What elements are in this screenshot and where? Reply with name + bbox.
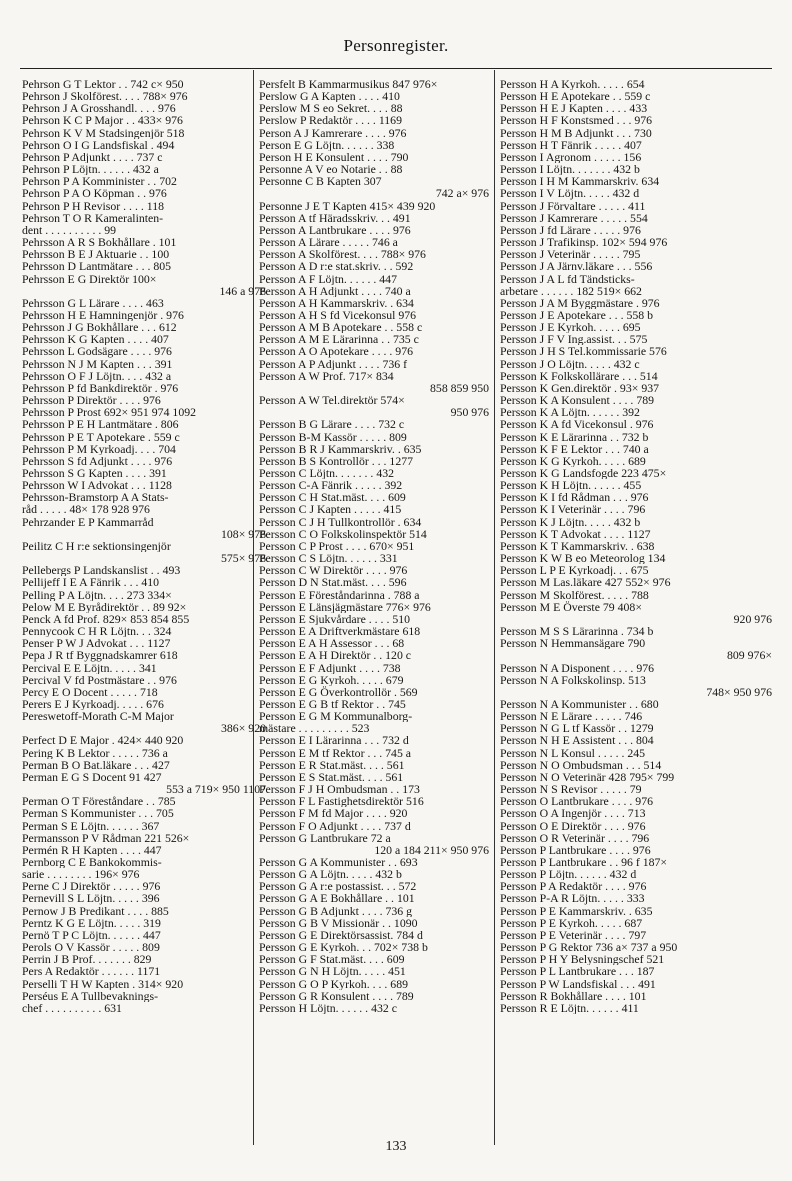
register-entry: Persson F J H Ombudsman . . 173 [259, 783, 420, 796]
register-entry: Persson H Löjtn. . . . . . 432 c [259, 1001, 397, 1015]
register-entry: Pehrsson P Direktör . . . . 976 [22, 394, 161, 407]
register-entry: Persson K A fd Vicekonsul . 976 [500, 418, 654, 431]
register-column-3 [500, 78, 772, 1014]
page-number: 133 [385, 1139, 407, 1154]
register-entry: Pehrson P Löjtn. . . . . . 432 a [22, 163, 159, 176]
register-entry: Persson O Lantbrukare . . . . 976 [500, 795, 654, 808]
register-entry: Persson J F V Ing.assist. . . 575 [500, 333, 648, 346]
entry-continuation: 858 859 950 [430, 381, 489, 395]
register-entry: Persson E A Driftverkmästare 618 [259, 625, 421, 638]
register-entry: Persson F M fd Major . . . . 920 [259, 807, 408, 820]
register-entry: Persson A M E Lärarinna . . 735 c [259, 333, 419, 346]
register-entry: Persson N A Kommunister . . 680 [500, 697, 659, 711]
register-entry: Persson P G Rektor 736 a× 737 a 950 [500, 941, 678, 954]
register-entry: Persson G A Kommunister . . 693 [259, 856, 418, 869]
register-column-1 [22, 78, 266, 1014]
register-entry: Peilitz C H r:e sektionsingenjör [22, 539, 171, 553]
register-entry: Persson K A Konsulent . . . . 789 [500, 394, 655, 407]
register-entry: Persson P Lantbrukare . . 96 f 187× [500, 856, 668, 869]
register-entry: Persson R Bokhållare . . . . 101 [500, 989, 647, 1002]
register-entry: Personne C B Kapten 307 [259, 175, 382, 188]
register-entry: Persson H A Kyrkoh. . . . . 654 [500, 78, 645, 91]
register-entry: Persson I Löjtn. . . . . . . 432 b [500, 163, 640, 176]
register-entry: Pelling P A Löjtn. . . . 273 334× [22, 588, 172, 601]
register-entry: Persson E Länsjägmästare 776× 976 [259, 600, 431, 613]
register-entry: Persson K Gen.direktör . 93× 937 [500, 381, 660, 395]
register-entry: Pehrson K V M Stadsingenjör 518 [22, 126, 185, 139]
register-entry: Persson B R J Kammarskriv. . 635 [259, 442, 422, 455]
register-entry: dent . . . . . . . . . . 99 [22, 223, 117, 237]
register-entry: Persson G E Kyrkoh. . . 702× 738 b [259, 941, 428, 954]
register-entry: Persson C P Prost . . . . 670× 951 [259, 539, 415, 553]
register-entry: Perséus E A Tullbevaknings- [22, 989, 159, 1002]
register-entry: Persson J A M Byggmästare . 976 [500, 296, 660, 309]
register-entry: Pehrson P A Komminister . . 702 [22, 175, 177, 188]
register-entry: Persson G B V Missionär . . 1090 [259, 916, 418, 929]
register-entry: Persson G E Direktörsassist. 784 d [259, 928, 423, 942]
register-entry: Pellijeff I E A Fänrik . . . 410 [22, 576, 160, 589]
register-entry: Persson K T Kammarskriv. . 638 [500, 539, 655, 553]
register-entry: Penser P W J Advokat . . . 1127 [22, 637, 171, 650]
register-entry: Pehrsson L Godsägare . . . . 976 [22, 345, 172, 358]
register-entry: Pehrsson W I Advokat . . . 1128 [22, 479, 172, 492]
register-entry: Perslow P Redaktör . . . . 1169 [259, 114, 402, 127]
register-entry: Perols O V Kassör . . . . . 809 [22, 941, 160, 954]
entry-continuation: 809 976× [727, 649, 772, 662]
register-entry: Pehrsson P M Kyrkoadj. . . . 704 [22, 442, 176, 455]
register-entry: Persson M E Överste 79 408× [500, 600, 642, 613]
register-entry: Pehrson O I G Landsfiskal . 494 [22, 138, 175, 151]
register-entry: Persson C J H Tullkontrollör . 634 [259, 515, 422, 528]
register-entry: Persson H T Fänrik . . . . . 407 [500, 138, 642, 151]
register-entry: Personne A V eo Notarie . . 88 [259, 163, 403, 176]
register-entry: sarie . . . . . . . . 196× 976 [22, 868, 140, 881]
register-entry: Persson N A Disponent . . . . 976 [500, 661, 655, 674]
register-entry: Persson K T Advokat . . . . 1127 [500, 527, 651, 540]
register-entry: Pehrsson D Lantmätare . . . 805 [22, 260, 172, 273]
register-entry: Pehrson P H Revisor . . . . 118 [22, 199, 165, 212]
register-entry: Persson E R Stat.mäst. . . . 561 [259, 758, 405, 771]
register-entry: Persson H E J Kapten . . . . 433 [500, 102, 648, 115]
register-entry: Persson A H S fd Vicekonsul 976 [259, 308, 417, 322]
register-entry: Percival V fd Postmästare . . 976 [22, 673, 177, 686]
entry-continuation: 386× 920 [221, 722, 266, 735]
register-entry: Persson H M B Adjunkt . . . 730 [500, 126, 652, 139]
register-entry: Persson C O Folkskolinspektör 514 [259, 527, 427, 540]
register-entry: Pehrson T O R Kameralinten- [22, 211, 164, 224]
register-entry: Persson J E Apotekare . . . 558 b [500, 308, 654, 322]
page-title: Personregister. [343, 36, 449, 55]
register-entry: Persson K G Landsfogde 223 475× [500, 467, 667, 480]
register-entry: Pering K B Lektor . . . . . 736 a [22, 746, 168, 759]
column-divider [494, 70, 495, 1145]
register-entry: Persson R E Löjtn. . . . . . 411 [500, 1001, 639, 1015]
register-entry: Pers A Redaktör . . . . . . 1171 [22, 965, 161, 978]
register-entry: Persson P Löjtn. . . . . . 432 d [500, 868, 637, 881]
register-entry: Persson F L Fastighetsdirektör 516 [259, 795, 424, 808]
register-entry: Persson E I Lärarinna . . . 732 d [259, 734, 409, 747]
register-entry: Persson K E Lärarinna . . 732 b [500, 430, 649, 443]
register-entry: Persson A W Tel.direktör 574× [259, 394, 405, 407]
register-entry: Persson B G Lärare . . . . 732 c [259, 418, 405, 431]
register-entry: Pehrzander E P Kammarråd [22, 515, 154, 528]
entry-continuation: 553 a 719× 950 1107 [166, 783, 266, 796]
header-rule [20, 68, 772, 69]
register-entry: Permansson P V Rådman 221 526× [22, 831, 190, 844]
register-entry: Pehrsson P E T Apotekare . 559 c [22, 430, 180, 443]
entry-continuation: 742 a× 976 [435, 187, 489, 200]
register-entry: Persson I Agronom . . . . . 156 [500, 150, 642, 164]
register-entry: Persson K G Kyrkoh. . . . . 689 [500, 454, 646, 467]
register-entry: Persson N S Revisor . . . . . 79 [500, 783, 642, 796]
register-entry: Persson B S Kontrollör . . . 1277 [259, 454, 414, 467]
register-entry: Pernö T P C Löjtn. . . . . . 447 [22, 928, 161, 942]
register-entry: Persson J Kamrerare . . . . . 554 [500, 211, 648, 224]
register-entry: Persson M Las.läkare 427 552× 976 [500, 576, 671, 589]
register-entry: Perman B O Bat.läkare . . . 427 [22, 758, 170, 771]
register-entry: Persson M Skolförest. . . . . 788 [500, 588, 649, 601]
register-entry: Persson N H E Assistent . . . 804 [500, 734, 654, 747]
register-entry: Persson A P Adjunkt . . . . 736 f [259, 357, 408, 370]
register-entry: Pellebergs P Landskanslist . . 493 [22, 564, 181, 577]
register-entry: Persson C S Löjtn. . . . . . 331 [259, 552, 398, 565]
register-entry: Persson G O P Kyrkoh. . . . 689 [259, 977, 408, 990]
register-entry: Persson A O Apotekare . . . . 976 [259, 345, 414, 358]
register-entry: Persson J Veterinär . . . . . 795 [500, 248, 641, 261]
register-entry: Pehrson K C P Major . . 433× 976 [22, 114, 183, 127]
register-entry: Pehrsson E G Direktör 100× [22, 272, 157, 285]
register-entry: Persson E A H Assessor . . . 68 [259, 637, 405, 650]
register-entry: Pehrson P Adjunkt . . . . 737 c [22, 150, 163, 164]
register-entry: Persson P Lantbrukare . . . . 976 [500, 843, 651, 856]
register-entry: Persson A M B Apotekare . . 558 c [259, 321, 423, 334]
register-entry: Persson A F Löjtn. . . . . . 447 [259, 272, 397, 285]
register-entry: Persson K Folkskollärare . . . 514 [500, 369, 658, 382]
register-entry: Persson A H Adjunkt . . . . 740 a [259, 284, 411, 297]
register-entry: Persson E S Stat.mäst. . . . 561 [259, 770, 404, 784]
register-entry: Persson E F Adjunkt . . . . 738 [259, 661, 401, 674]
register-entry: Persson P H Y Belysningschef 521 [500, 953, 665, 966]
register-entry: Pehrsson S G Kapten . . . . 391 [22, 467, 167, 480]
register-entry: Perntz K G E Löjtn. . . . . 319 [22, 916, 161, 929]
register-entry: Pehrsson B E J Aktuarie . . 100 [22, 248, 170, 261]
register-entry: Persson E G M Kommunalborg- [259, 710, 413, 723]
register-entry: Persson J fd Lärare . . . . . 976 [500, 223, 641, 237]
register-entry: Person H E Konsulent . . . . 790 [259, 150, 409, 164]
register-entry: Persson N A Folkskolinsp. 513 [500, 673, 646, 686]
register-entry: Persson K I fd Rådman . . . 976 [500, 491, 649, 504]
register-entry: Persson N Hemmansägare 790 [500, 637, 646, 650]
register-entry: Pehrsson G L Lärare . . . . 463 [22, 296, 164, 309]
register-entry: Persson G A E Bokhållare . . 101 [259, 892, 415, 905]
register-entry: Pehrsson S fd Adjunkt . . . . 976 [22, 454, 173, 467]
register-entry: Persson J O Löjtn. . . . . 432 c [500, 357, 640, 370]
entry-continuation: 146 a 976 [219, 284, 266, 297]
register-entry: Persson O A Ingenjör . . . . 713 [500, 807, 646, 820]
register-entry: Person A J Kamrerare . . . . 976 [259, 126, 407, 139]
register-entry: Persson G F Stat.mäst. . . . 609 [259, 953, 405, 966]
register-entry: Persson A D r:e stat.skriv. . . 592 [259, 260, 414, 273]
register-entry: Pehrsson P E H Lantmätare . 806 [22, 418, 179, 431]
register-entry: Persson N E Lärare . . . . . 746 [500, 710, 643, 723]
register-entry: Perers E J Kyrkoadj. . . . . 676 [22, 697, 164, 711]
entry-continuation: 108× 976 [221, 527, 266, 540]
register-entry: Pehrsson A R S Bokhållare . 101 [22, 236, 177, 249]
register-entry: Persson N G L tf Kassör . . 1279 [500, 722, 654, 735]
register-entry: Pennycook C H R Löjtn. . . 324 [22, 625, 172, 638]
register-entry: Persson A tf Häradsskriv. . . 491 [259, 211, 411, 224]
entry-continuation: 120 a 184 211× 950 976 [374, 843, 489, 856]
register-entry: Perslow G A Kapten . . . . 410 [259, 90, 400, 103]
register-entry: Pehrsson-Bramstorp A A Stats- [22, 491, 169, 504]
register-entry: Persson P E Kyrkoh. . . . . 687 [500, 916, 643, 929]
register-entry: Persson I V Löjtn. . . . . 432 d [500, 187, 640, 200]
register-entry: Persson C J Kapten . . . . . 415 [259, 503, 402, 516]
register-entry: Persson E A H Direktör . . 120 c [259, 649, 412, 662]
register-entry: Perman E G S Docent 91 427 [22, 770, 162, 784]
register-entry: Persson J A L fd Tändsticks- [500, 272, 635, 285]
register-entry: Persson K W B eo Meteorolog 134 [500, 552, 666, 565]
register-entry: Pehrson P A O Köpman . . 976 [22, 187, 167, 200]
register-entry: Persson P-A R Löjtn. . . . . 333 [500, 892, 645, 905]
register-entry: Persson K F E Lektor . . . 740 a [500, 442, 649, 455]
register-entry: Persson D N Stat.mäst. . . . 596 [259, 576, 407, 589]
register-entry: Persson H E Apotekare . . 559 c [500, 90, 651, 103]
register-entry: Persson J A Järnv.läkare . . . 556 [500, 260, 653, 273]
register-entry: Persson K A Löjtn. . . . . . 392 [500, 406, 640, 419]
register-entry: Persson K H Löjtn. . . . . . 455 [500, 479, 642, 492]
register-column-2 [259, 78, 489, 1014]
register-entry: Persson A Lärare . . . . . 746 a [259, 236, 398, 249]
register-entry: Persson G B Adjunkt . . . . 736 g [259, 904, 413, 917]
register-entry: Persson L P E Kyrkoadj. . . 675 [500, 564, 649, 577]
register-entry: Persson F O Adjunkt . . . . 737 d [259, 819, 411, 832]
register-entry: Penck A fd Prof. 829× 853 854 855 [22, 612, 190, 626]
register-entry: Pehrsson K G Kapten . . . . 407 [22, 333, 169, 346]
register-entry: Persson G R Konsulent . . . . 789 [259, 989, 414, 1002]
register-entry: Pehrsson O F J Löjtn. . . . 432 a [22, 369, 172, 382]
entry-continuation: 920 976 [733, 612, 772, 626]
register-entry: Persson P A Redaktör . . . . 976 [500, 880, 647, 893]
register-entry: Personne J E T Kapten 415× 439 920 [259, 199, 436, 212]
register-entry: Persson P E Veterinär . . . . 797 [500, 928, 647, 942]
register-entry: Pehrson G T Lektor . . 742 c× 950 [22, 78, 184, 91]
register-entry: Persson E G Överkontrollör . 569 [259, 685, 418, 698]
register-entry: Persson N O Ombudsman . . . 514 [500, 758, 662, 771]
register-entry: Pehrson J A Grosshandl. . . . 976 [22, 102, 176, 115]
register-entry: mästare . . . . . . . . . 523 [259, 722, 370, 735]
register-entry: Pernborg C E Bankokommis- [22, 856, 162, 869]
register-entry: Persson A Lantbrukare . . . . 976 [259, 223, 411, 237]
register-entry: Perslow M S eo Sekret. . . . 88 [259, 102, 403, 115]
register-entry: Persson E M tf Rektor . . . 745 a [259, 746, 412, 759]
register-entry: Persson P L Lantbrukare . . . 187 [500, 965, 655, 978]
register-entry: Persson O E Direktör . . . . 976 [500, 819, 646, 832]
register-entry: Persson A W Prof. 717× 834 [259, 369, 394, 382]
register-entry: Persson N L Konsul . . . . . 245 [500, 746, 646, 759]
register-entry: Pernevill S L Löjtn. . . . . 396 [22, 892, 160, 905]
register-entry: Pehrsson N J M Kapten . . . 391 [22, 357, 173, 370]
register-entry: Pelow M E Byrådirektör . . 89 92× [22, 600, 187, 613]
register-entry: Pepa J R tf Byggnadskamrer 618 [22, 649, 178, 662]
register-entry: chef . . . . . . . . . . 631 [22, 1001, 122, 1015]
register-entry: Pehrsson P Prost 692× 951 974 1092 [22, 406, 197, 419]
register-entry: Permén R H Kapten . . . . 447 [22, 843, 162, 856]
register-entry: Persson C Löjtn. . . . . . . 432 [259, 467, 395, 480]
register-entry: Persson H F Konstsmed . . . 976 [500, 114, 653, 127]
register-entry: Persson A H Kammarskriv. . 634 [259, 296, 414, 309]
register-entry: Pernow J B Predikant . . . . 885 [22, 904, 169, 917]
register-entry: arbetare . . . . . . 182 519× 662 [500, 284, 642, 297]
register-entry: Persson E Sjukvårdare . . . . 510 [259, 612, 411, 626]
register-entry: Pehrson J Skolförest. . . . 788× 976 [22, 90, 188, 103]
register-entry: Persson G Lantbrukare 72 a [259, 831, 391, 844]
register-entry: Persson M S S Lärarinna . 734 b [500, 625, 654, 638]
register-entry: Perman S Kommunister . . . 705 [22, 807, 174, 820]
register-entry: Persson K J Löjtn. . . . . 432 b [500, 515, 641, 528]
register-entry: Persson E G Kyrkoh. . . . . 679 [259, 673, 404, 686]
register-entry: Persson C H Stat.mäst. . . . 609 [259, 491, 406, 504]
register-entry: Pehrsson H E Hamningenjör . 976 [22, 308, 184, 322]
register-entry: Perrin J B Prof. . . . . . . 829 [22, 953, 152, 966]
register-entry: Persfelt B Kammarmusikus 847 976× [259, 78, 438, 91]
register-entry: Persson J E Kyrkoh. . . . . 695 [500, 321, 641, 334]
register-entry: Persson B-M Kassör . . . . . 809 [259, 430, 407, 443]
register-entry: Persson G N H Löjtn. . . . . 451 [259, 965, 406, 978]
entry-continuation: 950 976 [450, 406, 489, 419]
register-entry: Persson P E Kammarskriv. . 635 [500, 904, 653, 917]
register-entry: Perne C J Direktör . . . . . 976 [22, 880, 161, 893]
register-entry: Persson G A Löjtn. . . . . 432 b [259, 868, 402, 881]
register-entry: Perman S E Löjtn. . . . . . 367 [22, 819, 160, 832]
register-entry: Pereswetoff-Morath C-M Major [22, 710, 174, 723]
register-entry: Percival E E Löjtn. . . . . 341 [22, 661, 157, 674]
register-entry: Persson P W Landsfiskal . . . 491 [500, 977, 656, 990]
register-entry: Persson K I Veterinär . . . . 796 [500, 503, 646, 516]
register-entry: Perfect D E Major . 424× 440 920 [22, 734, 184, 747]
register-entry: Person E G Löjtn. . . . . . 338 [259, 138, 395, 151]
entry-continuation: 748× 950 976 [706, 685, 772, 698]
register-entry: Perselli T H W Kapten . 314× 920 [22, 977, 184, 990]
register-entry: Persson J H S Tel.kommissarie 576 [500, 345, 667, 358]
register-entry: Persson G A r:e postassist. . . 572 [259, 880, 417, 893]
register-entry: Pehrsson J G Bokhållare . . . 612 [22, 321, 177, 334]
register-entry: Persson C-A Fänrik . . . . . 392 [259, 479, 403, 492]
register-entry: Persson E Föreståndarinna . 788 a [259, 588, 420, 601]
register-entry: Persson O R Veterinär . . . . 796 [500, 831, 650, 844]
entry-continuation: 575× 976 [221, 552, 266, 565]
register-entry: Persson E G B tf Rektor . . 745 [259, 697, 406, 711]
register-entry: Persson A Skolförest. . . . 788× 976 [259, 248, 426, 261]
register-entry: Perman O T Föreståndare . . 785 [22, 795, 176, 808]
register-entry: Percy E O Docent . . . . . 718 [22, 685, 158, 698]
register-entry: råd . . . . . 48× 178 928 976 [22, 503, 150, 516]
register-entry: Pehrsson P fd Bankdirektör . 976 [22, 381, 179, 395]
register-entry: Persson J Förvaltare . . . . . 411 [500, 199, 646, 212]
register-entry: Persson I H M Kammarskriv. 634 [500, 175, 660, 188]
register-entry: Persson N O Veterinär 428 795× 799 [500, 770, 675, 784]
register-entry: Persson J Trafikinsp. 102× 594 976 [500, 236, 668, 249]
register-entry: Persson C W Direktör . . . . 976 [259, 564, 408, 577]
